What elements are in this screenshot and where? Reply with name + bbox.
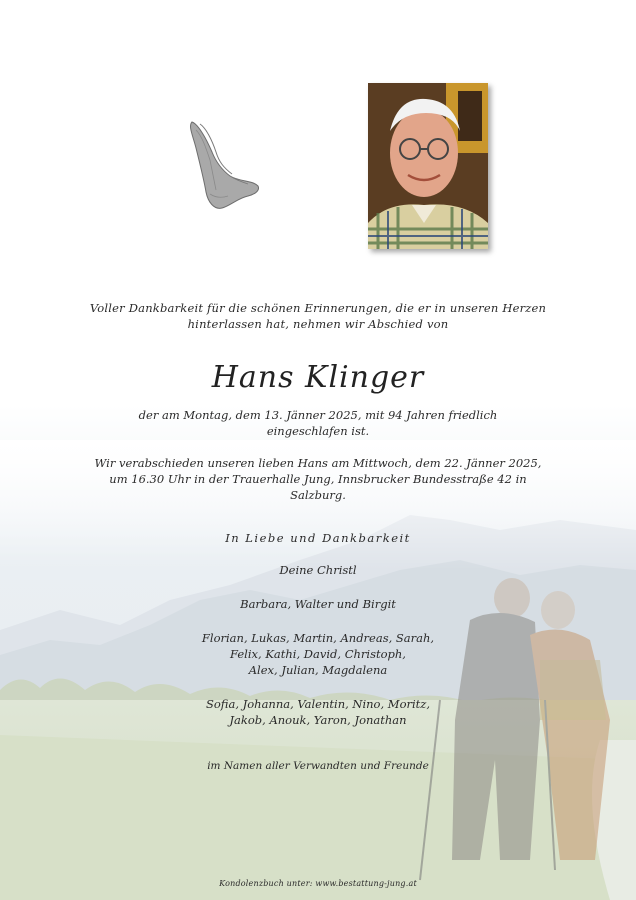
farewell-line-2: um 16.30 Uhr in der Trauerhalle Jung, Innsbrucker Bundesstraße 42 in xyxy=(109,472,527,486)
closing-text: im Namen aller Verwandten und Freunde xyxy=(207,760,429,772)
mourner-line: Sofia, Johanna, Valentin, Nino, Moritz, xyxy=(205,697,431,711)
mourner-line: Deine Christl xyxy=(279,563,357,577)
condolence-footer: Kondolenzbuch unter: www.bestattung-jung.at xyxy=(219,879,417,888)
farewell-line-1: Wir verabschieden unseren lieben Hans am Mittwoch, dem 22. Jänner 2025, xyxy=(94,456,542,470)
mourner-line: Alex, Julian, Magdalena xyxy=(248,663,388,677)
farewell-text xyxy=(90,455,546,503)
intro-text xyxy=(0,300,636,332)
praying-hands-icon xyxy=(186,118,262,210)
intro-line-2: hinterlassen hat, nehmen wir Abschied von xyxy=(187,317,449,331)
passed-text xyxy=(0,407,636,439)
mourners-group-4 xyxy=(0,696,636,728)
portrait-photo xyxy=(368,83,488,249)
passed-line-1: der am Montag, dem 13. Jänner 2025, mit 94 Jahren friedlich xyxy=(138,408,498,422)
intro-line-1: Voller Dankbarkeit für die schönen Erinnerungen, die er in unseren Herzen xyxy=(89,301,547,315)
deceased-name: Hans Klinger xyxy=(211,360,425,395)
mourners-group-1 xyxy=(0,562,636,578)
passed-line-2: eingeschlafen ist. xyxy=(266,424,370,438)
mourners-group-3 xyxy=(0,630,636,678)
mourner-line: Felix, Kathi, David, Christoph, xyxy=(230,647,406,661)
love-heading: In Liebe und Dankbarkeit xyxy=(225,531,411,545)
mourner-line: Jakob, Anouk, Yaron, Jonathan xyxy=(229,713,407,727)
farewell-line-3: Salzburg. xyxy=(290,488,346,502)
mourner-line: Florian, Lukas, Martin, Andreas, Sarah, xyxy=(201,631,435,645)
mourner-line: Barbara, Walter und Birgit xyxy=(240,597,396,611)
mourners-group-2 xyxy=(0,596,636,612)
